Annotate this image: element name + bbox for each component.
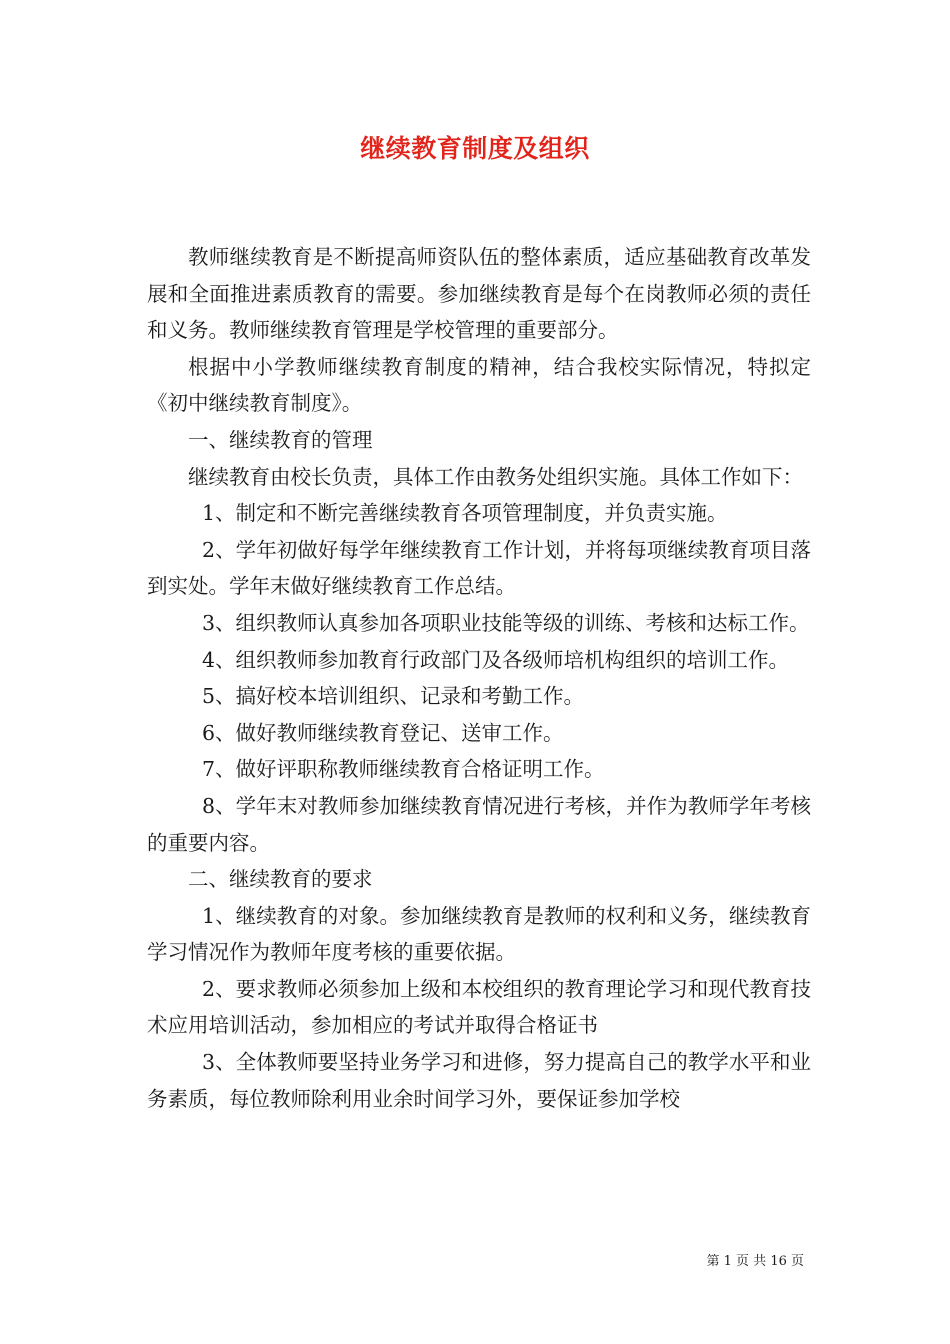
paragraph-intro: 教师继续教育是不断提高师资队伍的整体素质，适应基础教育改革发展和全面推进素质教育的需要。参加继续教育是每个在岗教师必须的责任和义务。教师继续教育管理是学校管理的重要部分。 (147, 245, 811, 343)
section-heading-management: 一、继续教育的管理 (188, 427, 373, 452)
paragraph-basis: 根据中小学教师继续教育制度的精神，结合我校实际情况，特拟定《初中继续教育制度》。 (147, 354, 811, 416)
list-item: 6、做好教师继续教育登记、送审工作。 (202, 720, 564, 745)
page-number: 第 1 页 共 16 页 (706, 1254, 804, 1269)
list-item: 2、要求教师必须参加上级和本校组织的教育理论学习和现代教育技术应用培训活动，参加相应的考试并取得合格证书 (147, 976, 811, 1038)
list-item: 4、组织教师参加教育行政部门及各级师培机构组织的培训工作。 (202, 647, 790, 672)
document-body (147, 239, 811, 1117)
list-item: 3、组织教师认真参加各项职业技能等级的训练、考核和达标工作。 (202, 610, 810, 635)
list-item: 1、制定和不断完善继续教育各项管理制度，并负责实施。 (202, 501, 728, 526)
list-item: 3、全体教师要坚持业务学习和进修，努力提高自己的教学水平和业务素质，每位教师除利用业余时间学习外，要保证参加学校 (147, 1050, 811, 1111)
list-item: 5、搞好校本培训组织、记录和考勤工作。 (202, 684, 585, 709)
list-item: 2、学年初做好每学年继续教育工作计划，并将每项继续教育项目落到实处。学年末做好继续教育工作总结。 (147, 537, 811, 599)
document-title: 继续教育制度及组织 (360, 134, 590, 163)
list-item: 7、做好评职称教师继续教育合格证明工作。 (202, 757, 605, 782)
list-item: 1、继续教育的对象。参加继续教育是教师的权利和义务，继续教育学习情况作为教师年度考核的重要依据。 (147, 903, 811, 965)
section-heading-requirements: 二、继续教育的要求 (188, 867, 373, 892)
paragraph-management: 继续教育由校长负责，具体工作由教务处组织实施。具体工作如下： (188, 464, 803, 489)
list-item: 8、学年末对教师参加继续教育情况进行考核，并作为教师学年考核的重要内容。 (147, 793, 811, 855)
